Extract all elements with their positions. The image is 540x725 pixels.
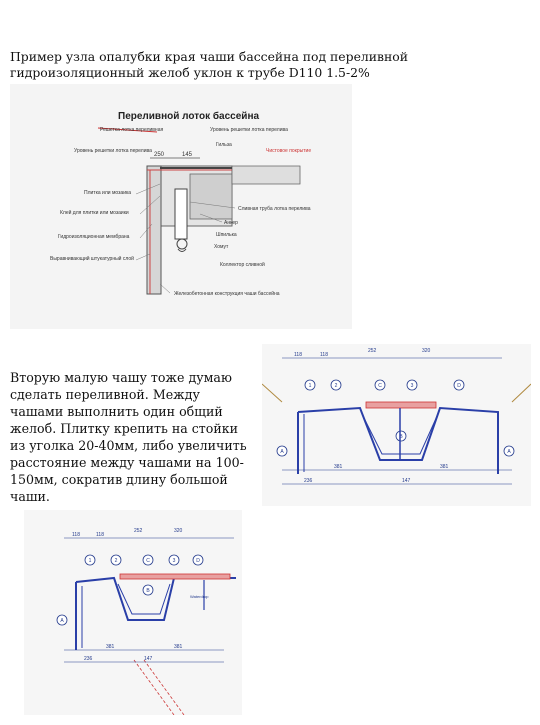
figure1-title: Переливной лоток бассейна <box>118 111 260 122</box>
fig3-dim-2: 252 <box>134 528 143 534</box>
label-right-1: Гильза <box>216 142 232 148</box>
fig2-mark-1: B <box>399 434 403 440</box>
fig3-dim-0: 118 <box>72 532 80 538</box>
fig2-mark-0: A <box>280 449 284 455</box>
fig2-dim-2: 252 <box>368 348 377 354</box>
label-left-0: Решетка лотка переливная <box>100 127 164 133</box>
fig3-mark-0: A <box>60 618 64 624</box>
label-bottom: Железобетонная конструкция чаши бассейна <box>174 291 280 297</box>
shared-gutter-drawing <box>262 344 531 506</box>
fig2-bdim-3: 147 <box>402 478 411 484</box>
label-left-2: Плитка или мозаика <box>84 190 132 196</box>
second-paragraph: Вторую малую чашу тоже думаю сделать переливной. Между чашами выполнить один общий желоб. Плитку крепить на стойки из уголка 20-40мм, либо увеличить расстояние между чашами на 100-150мм, сократив длину большой чаши. <box>10 370 247 504</box>
label-right-7: Коллектор сливной <box>220 262 265 268</box>
label-right-3: Сливная труба лотка перелива <box>238 206 311 212</box>
fig2-axis-3: 3 <box>410 383 414 389</box>
label-right-5: Шпилька <box>216 232 237 238</box>
fig2-axis-1: 2 <box>334 383 338 389</box>
fig2-dim-1: 118 <box>320 352 328 358</box>
label-right-0: Уровень решетки лотка перелива <box>210 127 288 133</box>
fig3-dim-3: 320 <box>174 528 183 534</box>
fig3-bdim-3: 147 <box>144 656 153 662</box>
fig3-bdim-2: 381 <box>174 644 183 650</box>
dim-250: 250 <box>154 152 165 158</box>
variant-gutter-drawing <box>24 510 242 715</box>
label-left-4: Гидроизоляционная мембрана <box>58 234 130 240</box>
fig3-dim-1: 118 <box>96 532 104 538</box>
fig3-axis-1: 2 <box>114 558 118 564</box>
fig3-bdim-0: 381 <box>106 644 115 650</box>
intro-paragraph: Пример узла опалубки края чаши бассейна под переливной гидроизоляционный желоб уклон к трубе D110 1.5-2% <box>10 49 408 80</box>
label-left-3: Клей для плитки или мозаики <box>60 210 129 216</box>
fig2-axis-2: C <box>378 383 382 389</box>
label-right-2: Чистовое покрытие <box>266 148 312 154</box>
fig3-axis-0: 1 <box>88 558 92 564</box>
fig2-axis-0: 1 <box>308 383 312 389</box>
label-left-1: Уровень решетки лотка перелива <box>74 148 152 154</box>
gutter-section-drawing <box>10 84 352 329</box>
fig3-axis-4: D <box>196 558 200 564</box>
fig3-note: Waterdrop <box>190 594 209 599</box>
fig2-dim-3: 320 <box>422 348 431 354</box>
fig3-axis-2: C <box>146 558 150 564</box>
dim-145: 145 <box>182 152 193 158</box>
fig2-dim-0: 118 <box>294 352 302 358</box>
fig2-bdim-0: 381 <box>334 464 343 470</box>
label-right-6: Хомут <box>214 244 229 250</box>
fig2-bdim-2: 381 <box>440 464 449 470</box>
fig3-bdim-1: 236 <box>84 656 93 662</box>
fig2-axis-4: D <box>457 383 461 389</box>
fig2-bdim-1: 236 <box>304 478 313 484</box>
label-left-5: Выравнивающий штукатурный слой <box>50 256 134 262</box>
fig2-mark-2: A <box>507 449 511 455</box>
label-right-4: Анкер <box>224 220 238 226</box>
fig3-mark-1: B <box>146 588 150 594</box>
fig3-axis-3: 3 <box>172 558 176 564</box>
